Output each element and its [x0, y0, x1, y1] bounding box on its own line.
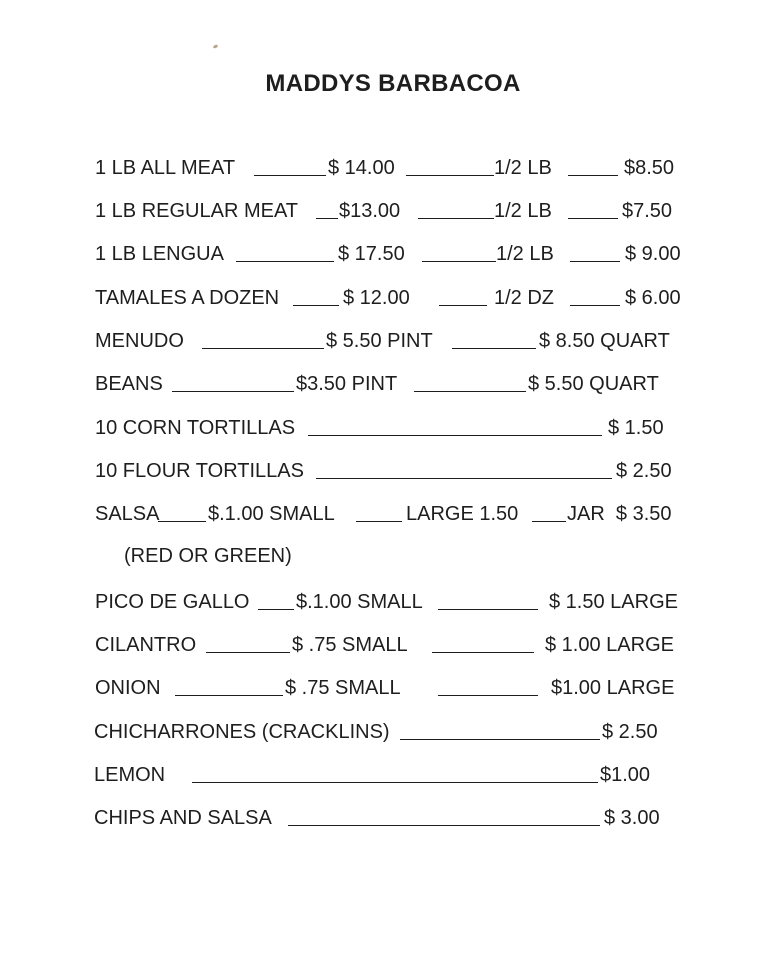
leader-line	[418, 218, 494, 219]
jar-price: JAR $ 3.50	[567, 503, 672, 525]
leader-line	[158, 521, 206, 522]
item-name: 1 LB REGULAR MEAT	[95, 200, 299, 222]
large-price: $ 1.00 LARGE	[545, 634, 674, 656]
half-label: 1/2 LB	[494, 157, 552, 179]
half-label: 1/2 LB	[494, 200, 552, 222]
item-name: 1 LB LENGUA	[95, 243, 224, 265]
item-name: CILANTRO	[95, 634, 197, 656]
leader-line	[570, 261, 620, 262]
menu-row-all-meat	[0, 154, 766, 184]
menu-row-pico-de-gallo	[0, 588, 766, 618]
menu-row-onion	[0, 674, 766, 704]
menu-row-beans	[0, 370, 766, 400]
item-name: CHICHARRONES (CRACKLINS)	[94, 721, 390, 743]
large-price: LARGE 1.50	[406, 503, 519, 525]
leader-line	[288, 825, 600, 826]
menu-row-tamales	[0, 284, 766, 314]
item-price: $13.00	[339, 200, 401, 222]
menu-row-lemon	[0, 761, 766, 791]
leader-line	[438, 609, 538, 610]
menu-row-chips-and-salsa	[0, 804, 766, 834]
half-price: $8.50	[624, 157, 675, 179]
leader-line	[293, 305, 339, 306]
menu-row-chicharrones	[0, 718, 766, 748]
small-price: $ .75 SMALL	[285, 677, 401, 699]
item-price: $ 3.00	[604, 807, 660, 829]
leader-line	[532, 521, 566, 522]
leader-line	[202, 348, 324, 349]
half-price: $ 6.00	[625, 287, 681, 309]
item-name: PICO DE GALLO	[95, 591, 250, 613]
leader-line	[568, 218, 618, 219]
menu-row-salsa	[0, 500, 766, 530]
leader-line	[254, 175, 326, 176]
leader-line	[175, 695, 283, 696]
quart-price: $ 8.50 QUART	[539, 330, 670, 352]
menu-row-regular-meat	[0, 197, 766, 227]
leader-line	[316, 218, 338, 219]
large-price: $1.00 LARGE	[551, 677, 675, 699]
item-name: 1 LB ALL MEAT	[95, 157, 236, 179]
half-price: $ 9.00	[625, 243, 681, 265]
small-price: $ .75 SMALL	[292, 634, 408, 656]
small-price: $.1.00 SMALL	[208, 503, 335, 525]
menu-row-lengua	[0, 240, 766, 270]
item-price: $ 14.00	[328, 157, 395, 179]
item-price: $1.00	[600, 764, 651, 786]
pint-price: $3.50 PINT	[296, 373, 398, 395]
leader-line	[192, 782, 598, 783]
leader-line	[206, 652, 290, 653]
item-note: (RED OR GREEN)	[124, 545, 292, 567]
leader-line	[438, 695, 538, 696]
leader-line	[570, 305, 620, 306]
leader-line	[422, 261, 496, 262]
item-name: LEMON	[94, 764, 166, 786]
item-name: ONION	[95, 677, 161, 699]
item-price: $ 2.50	[616, 460, 672, 482]
paper-speck	[213, 44, 219, 49]
item-price: $ 1.50	[608, 417, 664, 439]
item-price: $ 2.50	[602, 721, 658, 743]
leader-line	[439, 305, 487, 306]
item-price: $ 17.50	[338, 243, 405, 265]
menu-row-corn-tortillas	[0, 414, 766, 444]
half-label: 1/2 DZ	[494, 287, 555, 309]
leader-line	[432, 652, 534, 653]
menu-row-salsa-note	[0, 542, 766, 572]
menu-row-cilantro	[0, 631, 766, 661]
item-name: TAMALES A DOZEN	[95, 287, 280, 309]
leader-line	[316, 478, 612, 479]
item-name: CHIPS AND SALSA	[94, 807, 272, 829]
menu-row-flour-tortillas	[0, 457, 766, 487]
menu-row-menudo	[0, 327, 766, 357]
leader-line	[452, 348, 536, 349]
leader-line	[172, 391, 294, 392]
item-name: 10 FLOUR TORTILLAS	[95, 460, 304, 482]
leader-line	[308, 435, 602, 436]
leader-line	[258, 609, 294, 610]
half-price: $7.50	[622, 200, 673, 222]
item-name: MENUDO	[95, 330, 184, 352]
pint-price: $ 5.50 PINT	[326, 330, 433, 352]
leader-line	[406, 175, 494, 176]
leader-line	[236, 261, 334, 262]
item-price: $ 12.00	[343, 287, 410, 309]
quart-price: $ 5.50 QUART	[528, 373, 659, 395]
leader-line	[414, 391, 526, 392]
item-name: 10 CORN TORTILLAS	[95, 417, 296, 439]
leader-line	[400, 739, 600, 740]
leader-line	[356, 521, 402, 522]
large-price: $ 1.50 LARGE	[549, 591, 678, 613]
half-label: 1/2 LB	[496, 243, 554, 265]
page-title: MADDYS BARBACOA	[265, 70, 521, 97]
item-name: BEANS	[95, 373, 163, 395]
leader-line	[568, 175, 618, 176]
item-name: SALSA	[95, 503, 160, 525]
small-price: $.1.00 SMALL	[296, 591, 423, 613]
